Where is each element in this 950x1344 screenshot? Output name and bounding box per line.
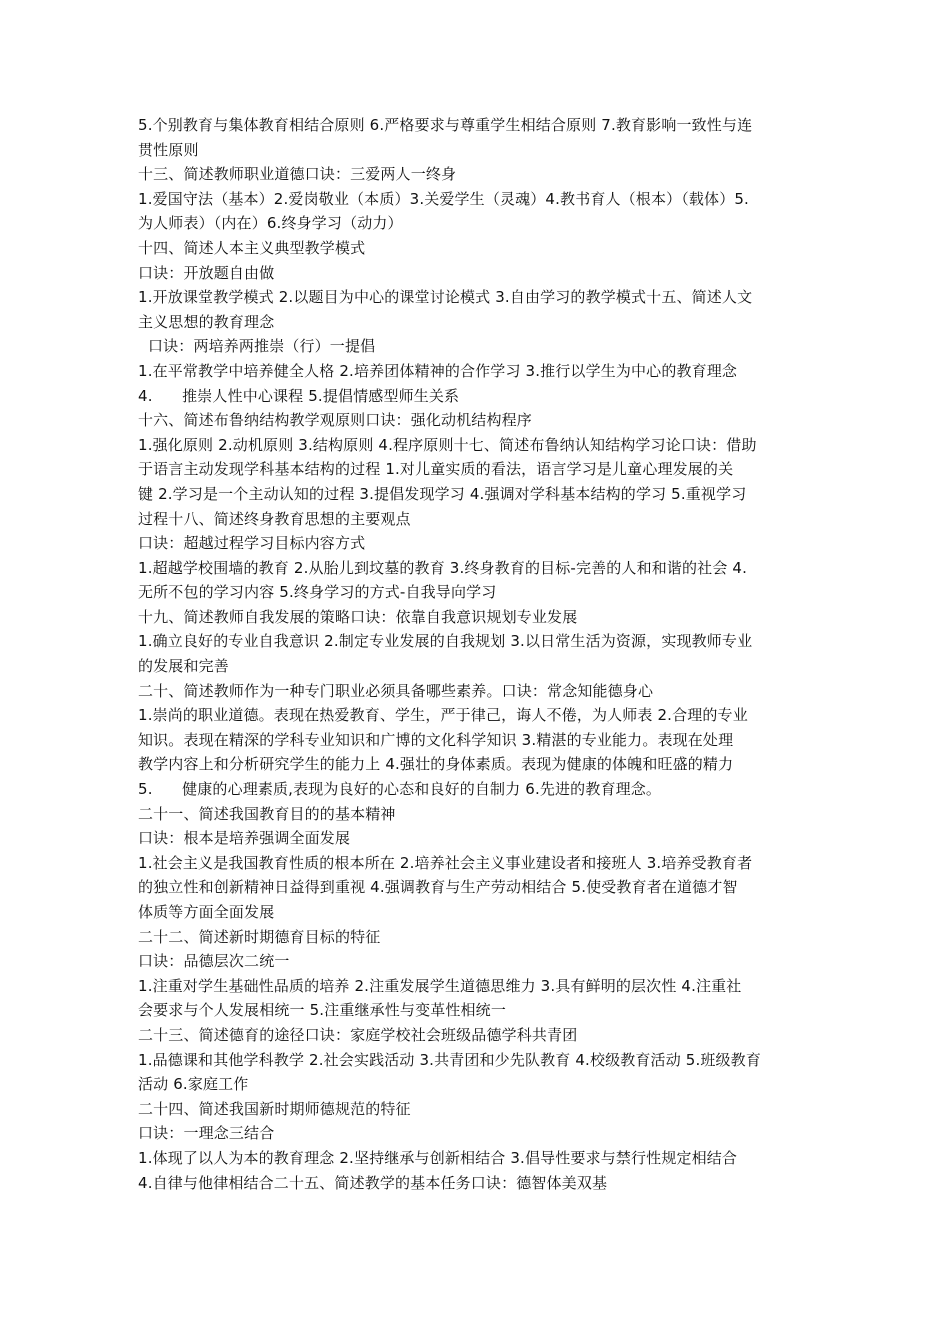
text-line: 1.强化原则 2.动机原则 3.结构原则 4.程序原则十七、简述布鲁纳认知结构学习论口诀：借助 xyxy=(138,435,757,454)
text-line: 贯性原则 xyxy=(138,140,199,159)
text-line: 键 2.学习是一个主动认知的过程 3.提倡发现学习 4.强调对学科基本结构的学习 5.重视学习 xyxy=(138,484,747,503)
text-line: 1.开放课堂教学模式 2.以题目为中心的课堂讨论模式 3.自由学习的教学模式十五、简述人文 xyxy=(138,288,753,307)
section-heading: 十六、简述布鲁纳结构教学观原则口诀：强化动机结构程序 xyxy=(138,411,532,430)
mnemonic-line: 口诀：品德层次二统一 xyxy=(138,952,290,971)
section-heading: 二十四、简述我国新时期师德规范的特征 xyxy=(138,1099,411,1118)
text-line: 5.个别教育与集体教育相结合原则 6.严格要求与尊重学生相结合原则 7.教育影响一致性与连 xyxy=(138,116,753,134)
section-heading: 十四、简述人本主义典型教学模式 xyxy=(138,238,366,257)
section-heading: 二十二、简述新时期德育目标的特征 xyxy=(138,927,381,946)
text-line: 5. 健康的心理素质,表现为良好的心态和良好的自制力 6.先进的教育理念。 xyxy=(138,780,662,799)
text-line: 会要求与个人发展相统一 5.注重继承性与变革性相统一 xyxy=(138,1001,506,1020)
text-line: 无所不包的学习内容 5.终身学习的方式-自我导向学习 xyxy=(138,583,497,602)
mnemonic-line: 口诀：根本是培养强调全面发展 xyxy=(138,829,351,848)
section-heading: 二十一、简述我国教育目的的基本精神 xyxy=(138,804,396,823)
mnemonic-line: 口诀：两培养两推崇（行）一提倡 xyxy=(148,337,376,356)
section-heading: 二十三、简述德育的途径口诀：家庭学校社会班级品德学科共青团 xyxy=(138,1025,578,1044)
mnemonic-line: 口诀：一理念三结合 xyxy=(138,1124,275,1143)
text-line: 1.超越学校围墙的教育 2.从胎儿到坟墓的教育 3.终身教育的目标-完善的人和和谐的社会 4. xyxy=(138,558,748,577)
text-line: 为人师表）（内在）6.终身学习（动力） xyxy=(138,214,403,233)
text-line: 1.注重对学生基础性品质的培养 2.注重发展学生道德思维力 3.具有鲜明的层次性 4.注重社 xyxy=(138,976,742,995)
text-line: 1.品德课和其他学科教学 2.社会实践活动 3.共青团和少先队教育 4.校级教育活动 5.班级教育 xyxy=(138,1050,761,1069)
text-line: 1.社会主义是我国教育性质的根本所在 2.培养社会主义事业建设者和接班人 3.培养受教育者 xyxy=(138,853,753,872)
text-line: 1.崇尚的职业道德。表现在热爱教育、学生，严于律己，诲人不倦，为人师表 2.合理的专业 xyxy=(138,706,748,725)
text-line: 1.爱国守法（基本）2.爱岗敬业（本质）3.关爱学生（灵魂）4.教书育人（根本）（载体）5. xyxy=(138,189,749,208)
text-line: 1.确立良好的专业自我意识 2.制定专业发展的自我规划 3.以日常生活为资源，实现教师专业 xyxy=(138,632,753,651)
text-line: 1.体现了以人为本的教育理念 2.坚持继承与创新相结合 3.倡导性要求与禁行性规定相结合 xyxy=(138,1148,738,1167)
document-body xyxy=(138,113,818,1195)
section-heading: 二十、简述教师作为一种专门职业必须具备哪些素养。口诀：常念知能德身心 xyxy=(138,681,654,700)
text-line: 于语言主动发现学科基本结构的过程 1.对儿童实质的看法，语言学习是儿童心理发展的关 xyxy=(138,460,734,479)
text-line: 1.在平常教学中培养健全人格 2.培养团体精神的合作学习 3.推行以学生为中心的教育理念 xyxy=(138,361,738,380)
text-line: 主义思想的教育理念 xyxy=(138,312,275,331)
text-line: 4.自律与他律相结合二十五、简述教学的基本任务口诀：德智体美双基 xyxy=(138,1173,608,1192)
text-line: 4. 推崇人性中心课程 5.提倡情感型师生关系 xyxy=(138,386,460,405)
section-heading: 十九、简述教师自我发展的策略口诀：依靠自我意识规划专业发展 xyxy=(138,607,578,626)
mnemonic-line: 口诀：超越过程学习目标内容方式 xyxy=(138,534,366,553)
section-heading: 十三、简述教师职业道德口诀：三爱两人一终身 xyxy=(138,165,457,184)
text-line: 知识。表现在精深的学科专业知识和广博的文化科学知识 3.精湛的专业能力。表现在处理 xyxy=(138,730,734,749)
text-line: 活动 6.家庭工作 xyxy=(138,1075,249,1094)
text-line: 的发展和完善 xyxy=(138,657,229,676)
text-line: 过程十八、简述终身教育思想的主要观点 xyxy=(138,509,411,528)
text-line: 的独立性和创新精神日益得到重视 4.强调教育与生产劳动相结合 5.使受教育者在道德才智 xyxy=(138,878,738,897)
text-line: 体质等方面全面发展 xyxy=(138,903,275,921)
text-line: 教学内容上和分析研究学生的能力上 4.强壮的身体素质。表现为健康的体魄和旺盛的精力 xyxy=(138,755,734,774)
mnemonic-line: 口诀：开放题自由做 xyxy=(138,263,275,282)
